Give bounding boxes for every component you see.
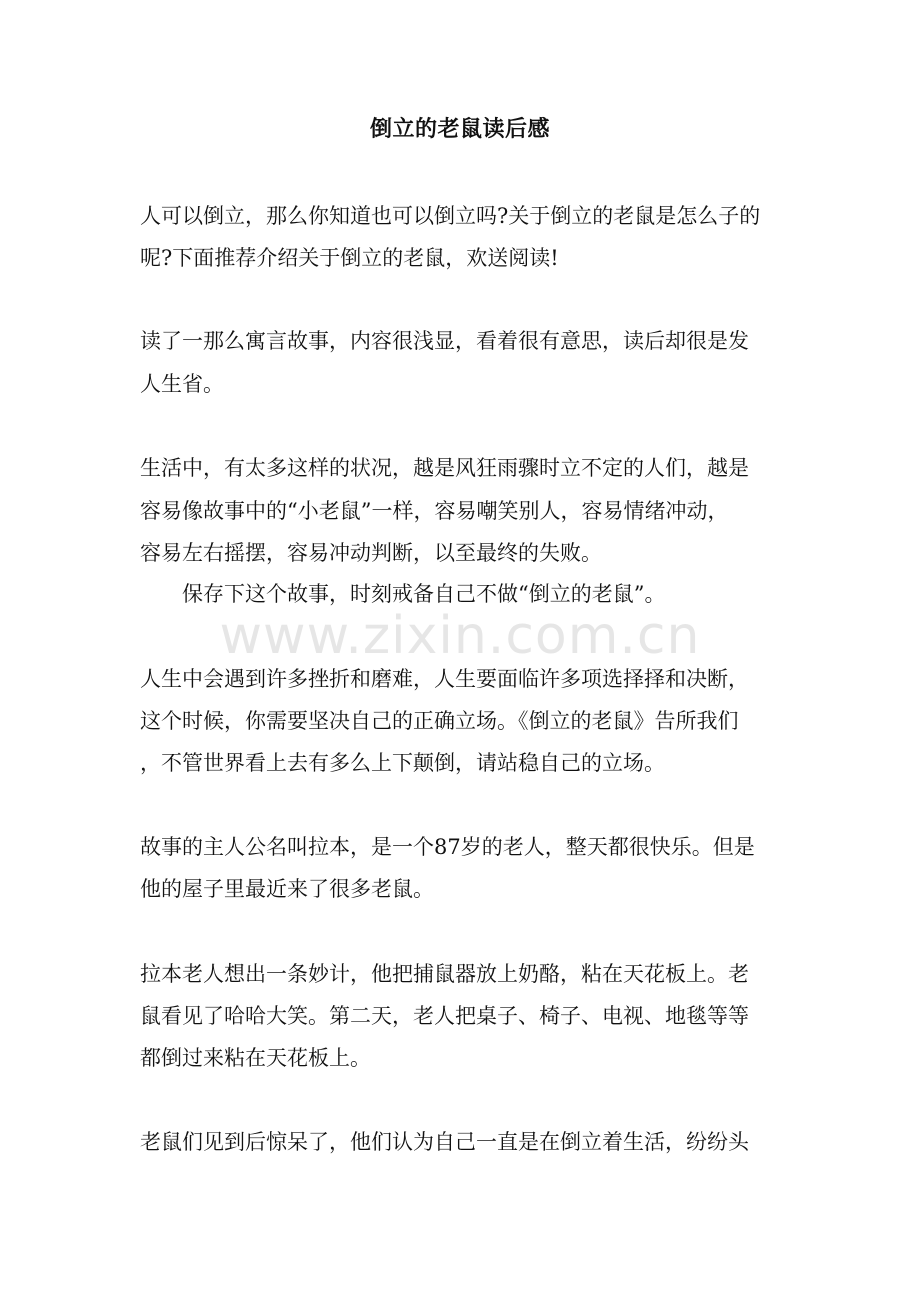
document-title: 倒立的老鼠读后感	[369, 116, 550, 142]
paragraph-line: 保存下这个故事，时刻戒备自己不做“倒立的老鼠”。	[140, 582, 666, 606]
paragraph-line: 容易像故事中的“小老鼠”一样，容易嘲笑别人，容易情绪冲动，	[140, 499, 729, 523]
paragraph-line: 这个时候，你需要坚决自己的正确立场。《倒立的老鼠》告所我们	[140, 709, 739, 733]
paragraph-line: 生活中，有太多这样的状况，越是风狂雨骤时立不定的人们，越是	[140, 456, 749, 480]
paragraph-line: 老鼠们见到后惊呆了，他们认为自己一直是在倒立着生活，纷纷头	[140, 1130, 749, 1154]
watermark: www.zixin.com.cn	[219, 606, 701, 666]
paragraph-line: 容易左右摇摆，容易冲动判断，以至最终的失败。	[140, 541, 602, 565]
paragraph-line: 鼠看见了哈哈大笑。第二天，老人把桌子、椅子、电视、地毯等等	[140, 1004, 749, 1028]
paragraph-line: ，不管世界看上去有多么上下颠倒，请站稳自己的立场。	[140, 751, 665, 775]
paragraph-line: 人生中会遇到许多挫折和磨难，人生要面临许多项选择择和决断，	[140, 667, 749, 691]
paragraph-line: 拉本老人想出一条妙计，他把捕鼠器放上奶酪，粘在天花板上。老	[140, 962, 749, 986]
paragraph-line: 读了一那么寓言故事，内容很浅显，看着很有意思，读后却很是发	[140, 329, 749, 353]
paragraph-line: 呢?下面推荐介绍关于倒立的老鼠，欢送阅读!	[140, 246, 559, 270]
paragraph-line: 故事的主人公名叫拉本，是一个87岁的老人，整天都很快乐。但是	[140, 835, 755, 859]
paragraph-line: 他的屋子里最近来了很多老鼠。	[140, 877, 434, 901]
paragraph-line: 都倒过来粘在天花板上。	[140, 1046, 371, 1070]
paragraph-line: 人生省。	[140, 372, 224, 396]
paragraph-line: 人可以倒立，那么你知道也可以倒立吗?关于倒立的老鼠是怎么子的	[140, 204, 761, 228]
